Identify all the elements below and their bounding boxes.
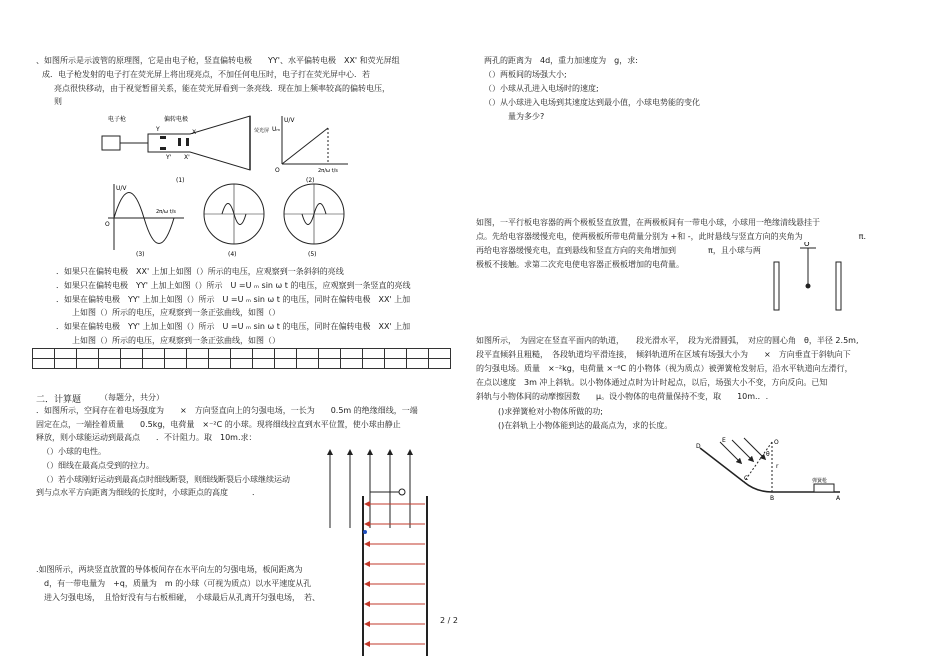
q5-sub-2: ()在斜轨上小物体能到达的最高点为，求的长度。 — [498, 421, 673, 430]
label-electrodes: 偏转电极 — [164, 116, 189, 123]
q3-cont-sub-3: （）从小球进入电场到其速度达到最小值，小球电势能的变化 — [484, 98, 700, 107]
sawtooth-ylabel: U/V — [284, 117, 295, 124]
label-fig4: (4) — [228, 251, 237, 258]
q5-label-gun: 弹簧枪 — [812, 478, 828, 484]
q5-label-d: D — [696, 443, 701, 450]
q2-line-1: ．如图所示，空间存在着电场强度为 × 方向竖直向上的匀强电场，一长为 0.5m 的绝缘细线，一端 — [36, 406, 418, 415]
screen-figure-5 — [280, 180, 350, 258]
q3-plates-figure — [355, 492, 435, 658]
q3-cont-sub-2: （）小球从孔进入电场时的速度; — [484, 84, 599, 93]
page-number: 2 / 2 — [440, 616, 458, 625]
oscilloscope-tube-figure — [100, 112, 270, 184]
q2-sub-4: 到与点水平方向距离为细线的长度时，小球距点的高度 ． — [36, 488, 260, 497]
q1-line-1: 、如图所示是示波管的原理图，它是由电子枪，竖直偏转电极 YY'、水平偏转电极 XX' 和荧光屏组 — [36, 56, 400, 65]
label-fig3: (3) — [136, 251, 145, 258]
q5-label-o: O — [774, 439, 779, 446]
sine-origin: O — [105, 221, 110, 228]
q1-line-4: 则 — [54, 97, 62, 106]
label-screen: 荧光屏 — [254, 128, 270, 134]
q3-line-2: d，有一带电量为 +q，质量为 m 的小球（可视为质点）以水平速度从孔 — [44, 579, 312, 588]
q5-label-theta: θ — [766, 451, 770, 458]
q3-cont-line-1: 两孔的距离为 4d，重力加速度为 g，求: — [484, 56, 638, 65]
q5-sub-1: ()求弹簧枪对小物体所做的功; — [498, 407, 603, 416]
q5-label-e: E — [722, 437, 726, 444]
q5-line-2: 段平直倾斜且粗糙， 各段轨道均平滑连接， 倾斜轨道所在区域有场强大小为 × 方向垂直于斜轨向下 — [476, 350, 851, 359]
q3-cont-sub-4: 量为多少? — [500, 112, 545, 121]
q5-line-1: 如图所示， 为固定在竖直平面内的轨道， 段光滑水平， 段为光滑圆弧， 对应的圆心角 θ，半径 2.5m, — [476, 336, 859, 345]
q4-line-1: 如图，一平行板电容器的两个极板竖直放置，在两极板间有一带电小球，小球用一绝缘清线悬挂于 — [476, 218, 820, 227]
sawtooth-um: Uₘ — [272, 126, 281, 133]
label-gun: 电子枪 — [108, 116, 127, 123]
q1-line-2: 成．电子枪发射的电子打在荧光屏上将出现亮点，不加任何电压时，电子打在荧光屏中心．若 — [42, 70, 370, 79]
label-xp: X' — [184, 154, 190, 161]
section-title: 二．计算题 — [36, 395, 82, 405]
q5-label-a: A — [836, 495, 841, 500]
q4-line-4: 极板不接触。求第二次充电使电容器正极板增加的电荷量。 — [476, 260, 684, 269]
sine-xlabel: 2π/ω t/s — [156, 209, 176, 215]
sawtooth-xlabel: 2π/ω t/s — [318, 168, 338, 174]
label-yp: Y' — [166, 154, 172, 161]
q2-line-2: 固定在点，一端拴着质量 0.5kg，电荷量 ×⁻²C 的小球。现将细线拉直到水平位置，使小球由静止 — [36, 420, 401, 429]
q3-line-1: .如图所示，两块竖直放置的导体板间存在水平向左的匀强电场，板间距离为 — [36, 565, 303, 574]
q5-track-figure — [694, 436, 844, 500]
q1-option-c: ．如果在偏转电极 YY' 上加上如图（）所示 U =U ₘ sin ω t 的电压，同时在偏转电极 XX' 上加 — [56, 295, 411, 304]
q1-option-c-cont: 上如图（）所示的电压，应观察到一条正弦曲线，如图（） — [64, 308, 280, 317]
q5-line-5: 斜轨与小物体间的动摩擦因数 μ。设小物体的电荷量保持不变，取 10m.．. — [476, 392, 769, 401]
q2-sub-2: （）细线在最高点受到的拉力。 — [42, 461, 154, 470]
q2-sub-1: （）小球的电性。 — [42, 447, 106, 456]
q2-sub-3: （）若小球刚好运动到最高点时细线断裂，则细线断裂后小球继续运动 — [42, 475, 290, 484]
q4-line-3: 再给电容器缓慢充电，直到悬线和竖直方向的夹角增加到 π，且小球与两 — [476, 246, 761, 255]
q5-line-3: 的匀强电场。质量 ×⁻²kg，电荷量 ×⁻⁶C 的小物体（视为质点）被弹簧枪发射后，沿水平轨道向左滑行， — [476, 364, 853, 373]
label-fig1: (1) — [176, 177, 185, 184]
q4-line-2: 点。先给电容器缓慢充电，使两极板所带电荷量分别为 +和 -，此时悬线与竖直方向的夹角为 π. — [476, 232, 867, 241]
q5-label-r: r — [776, 463, 779, 470]
q5-line-4: 在点以速度 3m 冲上斜轨。以小物体通过点时为计时起点，以后，场强大小不变，方向反向。已知 — [476, 378, 828, 387]
sawtooth-graph — [272, 112, 352, 184]
q4-point-o: O — [804, 242, 810, 248]
q2-line-3: 释放，则小球能运动到最高点 ．不计阻力。取 10m.求： — [36, 433, 257, 442]
label-fig2: (2) — [306, 177, 315, 184]
section-note: （每题分，共分） — [100, 393, 164, 402]
sawtooth-origin: O — [275, 167, 280, 174]
q3-cont-sub-1: （）两板间的场强大小; — [484, 70, 567, 79]
q5-label-c: C — [744, 475, 749, 482]
label-fig5: (5) — [308, 251, 317, 258]
q1-option-a: ．如果只在偏转电极 XX' 上加上如图（）所示的电压，应观察到一条斜斜的亮线 — [56, 267, 344, 276]
label-x: X — [192, 129, 197, 136]
sine-graph — [100, 180, 190, 258]
q5-label-b: B — [770, 495, 775, 500]
q4-capacitor-figure — [768, 242, 848, 314]
q1-option-d-cont: 上如图（）所示的电压，应观察到一条正弦曲线，如图（） — [64, 336, 280, 345]
q3-line-3: 进入匀强电场， 且恰好没有与右板相碰， 小球最后从孔离开匀强电场， 若、 — [44, 593, 320, 602]
label-y: Y — [156, 126, 160, 133]
sine-ylabel: U/V — [116, 185, 127, 192]
answer-grid — [32, 348, 451, 369]
screen-figure-4 — [200, 180, 270, 258]
q1-line-3: 亮点很快移动，由于视觉暂留关系，能在荧光屏看到一条亮线．现在加上频率较高的偏转电压， — [54, 84, 390, 93]
q1-option-b: ．如果只在偏转电极 YY' 上加上如图（）所示 U =U ₘ sin ω t 的电压，应观察到一条竖直的亮线 — [56, 281, 411, 290]
q1-option-d: ．如果在偏转电极 YY' 上加上如图（）所示 U =U ₘ sin ω t 的电压，同时在偏转电极 XX' 上加 — [56, 322, 411, 331]
